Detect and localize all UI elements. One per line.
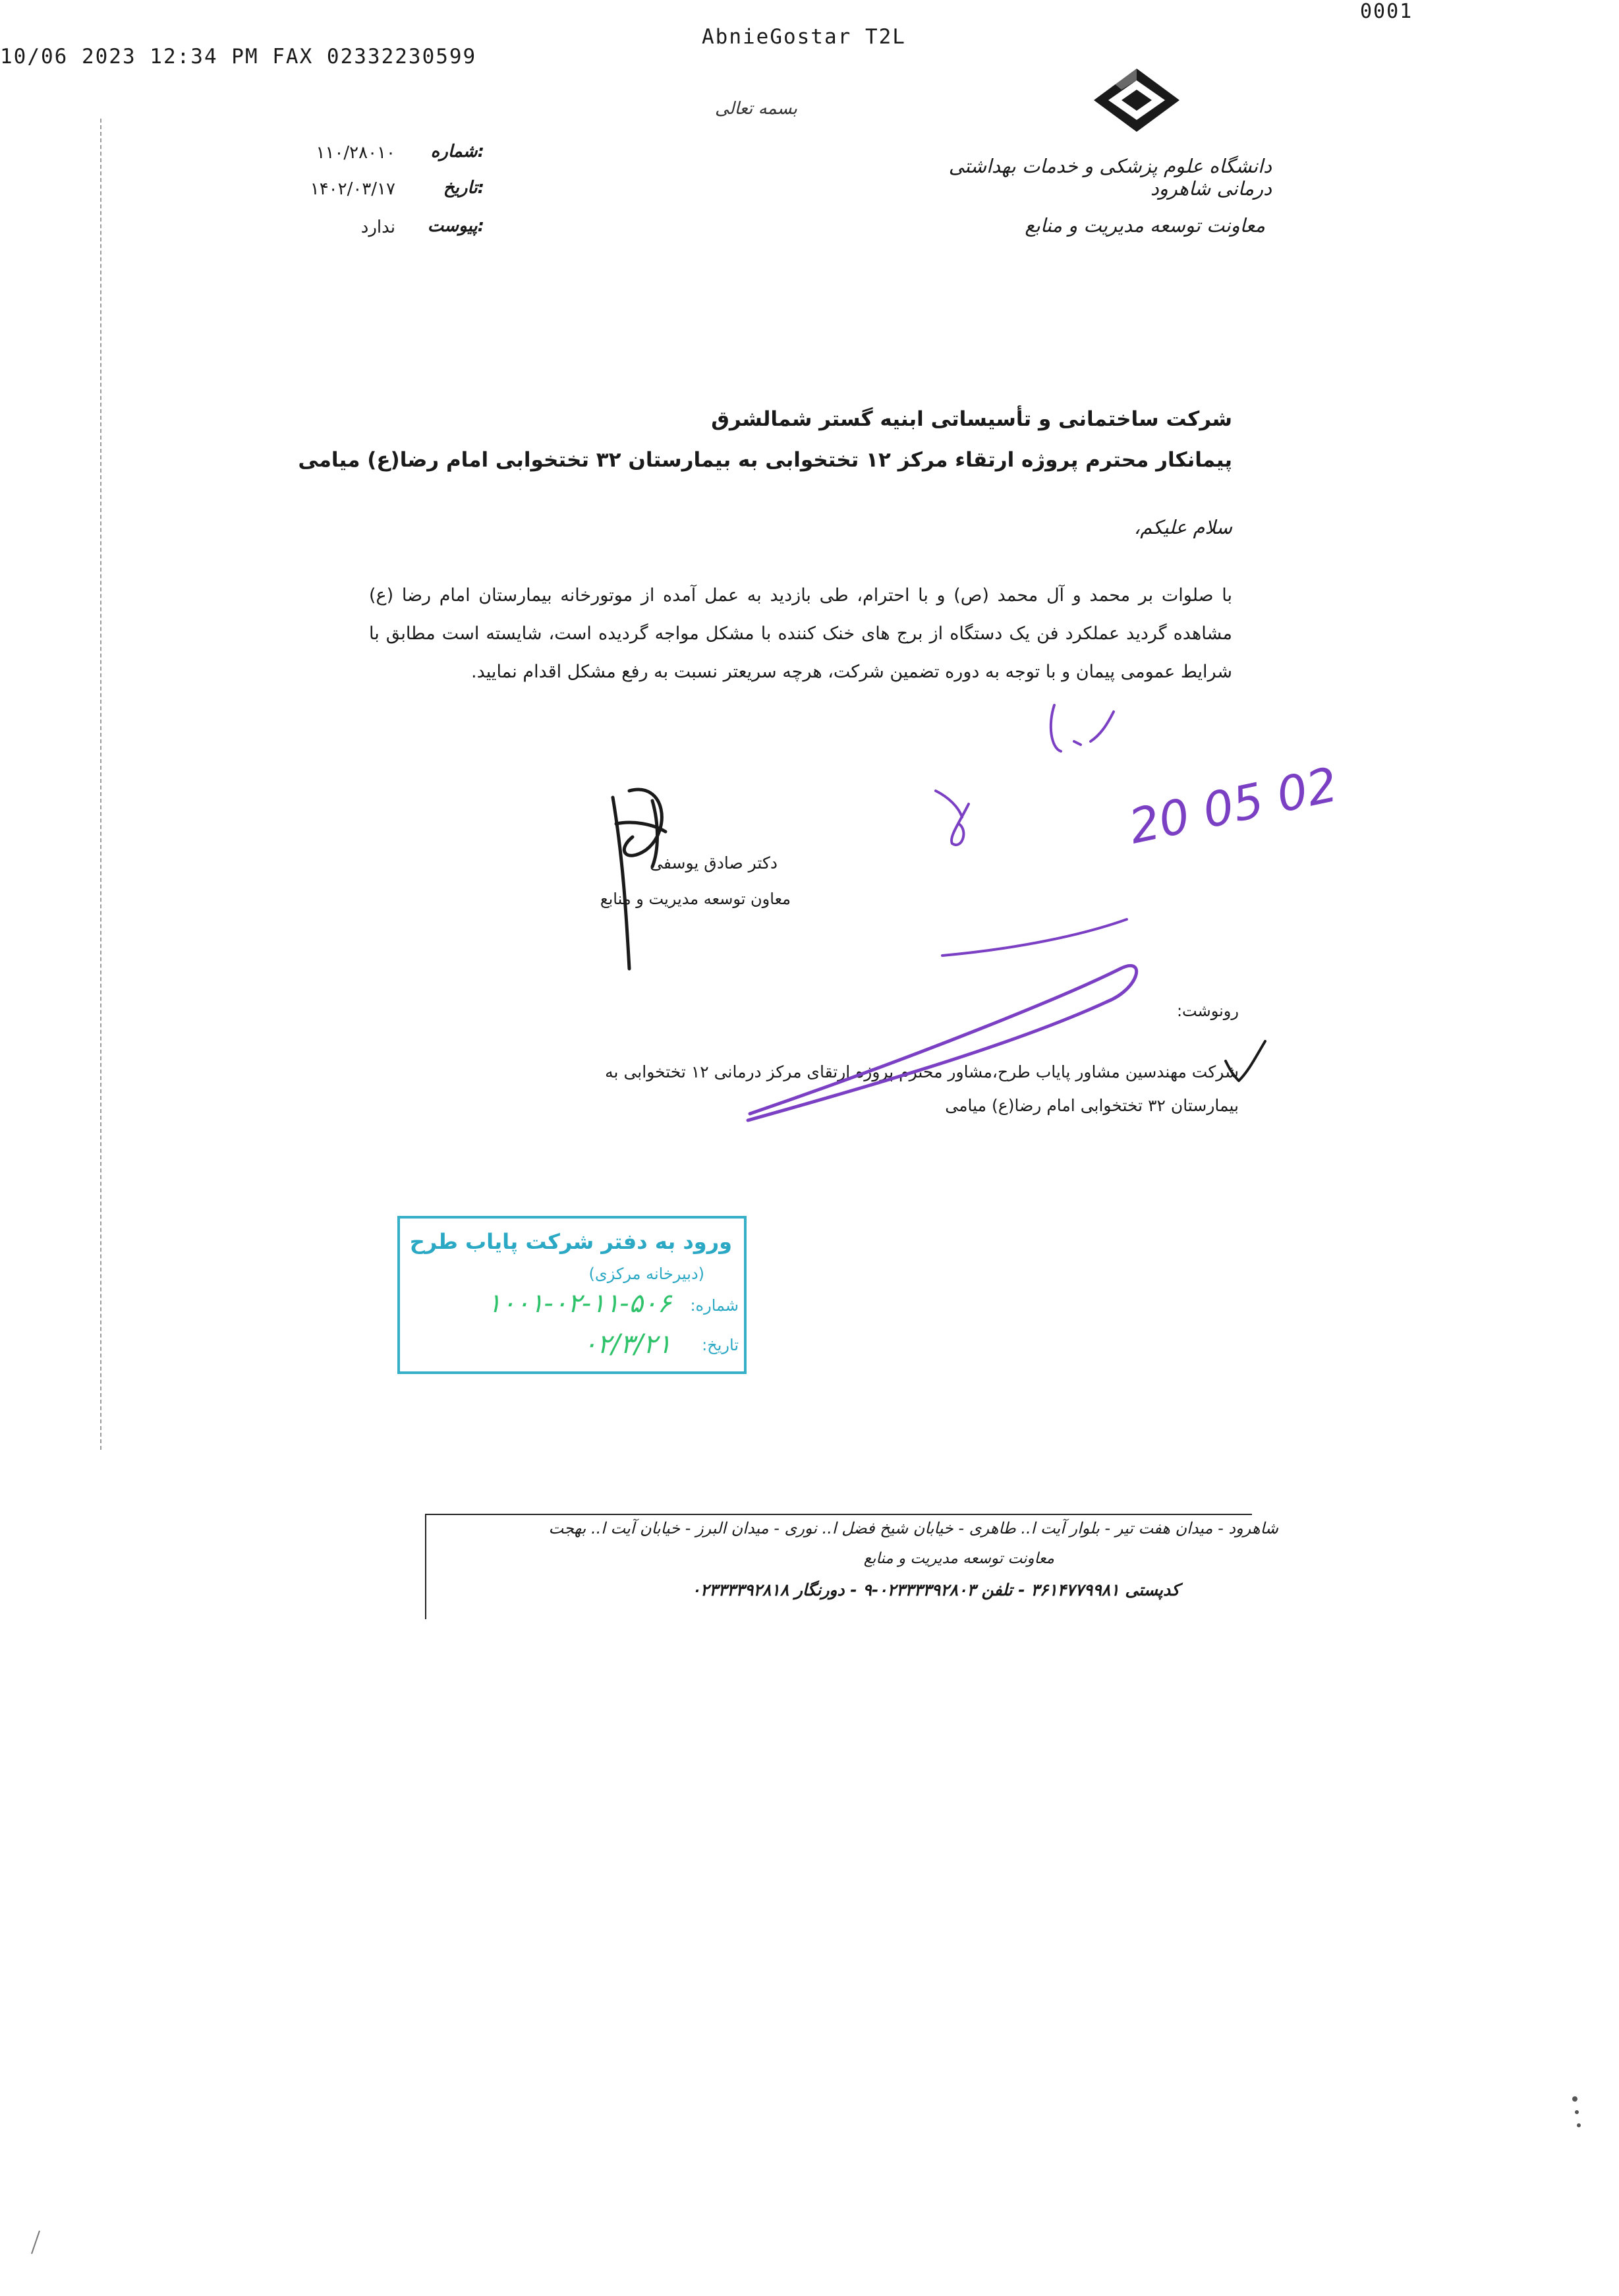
stamp-date-label: تاریخ: [702,1336,739,1354]
greeting: سلام علیکم، [1133,516,1232,538]
letter-number-label: شماره: [430,142,484,161]
deputy-department-name: معاونت توسعه مدیریت و منابع [1025,214,1265,237]
letter-attachment-value: ندارد [360,217,395,237]
stamp-date-value: ۰۲/۳/۲۱ [582,1329,671,1360]
signatory-title: معاون توسعه مدیریت و منابع [600,890,791,908]
stamp-title: ورود به دفتر شرکت پایاب طرح [409,1229,732,1254]
handwritten-note-date-text: 20 05 02 [1124,756,1343,855]
scan-speck [1577,2123,1581,2127]
ministry-name: دانشگاه علوم پزشکی و خدمات بهداشتی درمانی شاهرود [948,155,1272,200]
signatory-name: دکتر صادق یوسفی [650,853,778,873]
letter-body: با صلوات بر محمد و آل محمد (ص) و با احترام، طی بازدید به عمل آمده از موتورخانه بیمارستان امام رضا (ع) مشاهده گردید عملکرد فن یک دستگاه از برج های خنک کننده با مشکل مواجه گردیده است، شایسته است مطابق با شرایط عمومی پیمان و با توجه به دوره تضمین شرکت، هرچه سریعتر نسبت به رفع مشکل اقدام نمایید. [369,585,1232,682]
stamp-number-label: شماره: [690,1296,739,1315]
footer-contact: کدپستی ۳۶۱۴۷۷۹۹۸۱ - تلفن ۰۲۳۳۳۳۹۲۸۰۳-۹ - دورنگار ۰۲۳۳۳۳۹۲۸۱۸ [691,1580,1179,1599]
fax-page-number-text: 0001 [1360,0,1413,23]
cc-recipient-line-2: بیمارستان ۳۲ تختخوابی امام رضا(ع) میامی [945,1096,1239,1115]
letter-attachment-label: پیوست: [427,216,484,236]
cc-recipient-line: شرکت مهندسین مشاور پایاب طرح،مشاور محترم پروژه ارتقای مرکز درمانی ۱۲ تختخوابی به [605,1062,1239,1081]
scan-speck [1575,2110,1579,2114]
footer-department: معاونت توسعه مدیریت و منابع [863,1550,1054,1567]
stamp-number-value: ۱۰۰۱-۰۲-۱۱-۵۰۶ [487,1288,671,1319]
fax-sender-id: AbnieGostar T2L [702,25,906,49]
addressee-title: پیمانکار محترم پروژه ارتقاء مرکز ۱۲ تختخوابی به بیمارستان ۳۲ تختخوابی امام رضا(ع) میامی [298,448,1232,472]
letter-number-value: ۱۱۰/۲۸۰۱۰ [316,143,395,163]
stamp-subtitle: (دبیرخانه مرکزی) [588,1265,704,1283]
addressee-company: شرکت ساختمانی و تأسیساتی ابنیه گستر شمالشرق [711,407,1232,431]
fax-header-line: 10/06 2023 12:34 PM FAX 02332230599 [0,45,477,69]
cc-label: رونوشت: [1176,1002,1239,1020]
letter-date-value: ۱۴۰۲/۰۳/۱۷ [310,179,395,199]
footer-address: شاهرود - میدان هفت تیر - بلوار آیت ا.. طاهری - خیابان شیخ فضل ا.. نوری - میدان البرز - خیابان آیت ا.. بهجت [548,1519,1278,1537]
bismillah-heading: بسمه تعالی [715,99,797,119]
scan-speck [1572,2096,1577,2102]
letter-date-label: تاریخ: [443,178,484,198]
scan-speck [32,2231,40,2254]
